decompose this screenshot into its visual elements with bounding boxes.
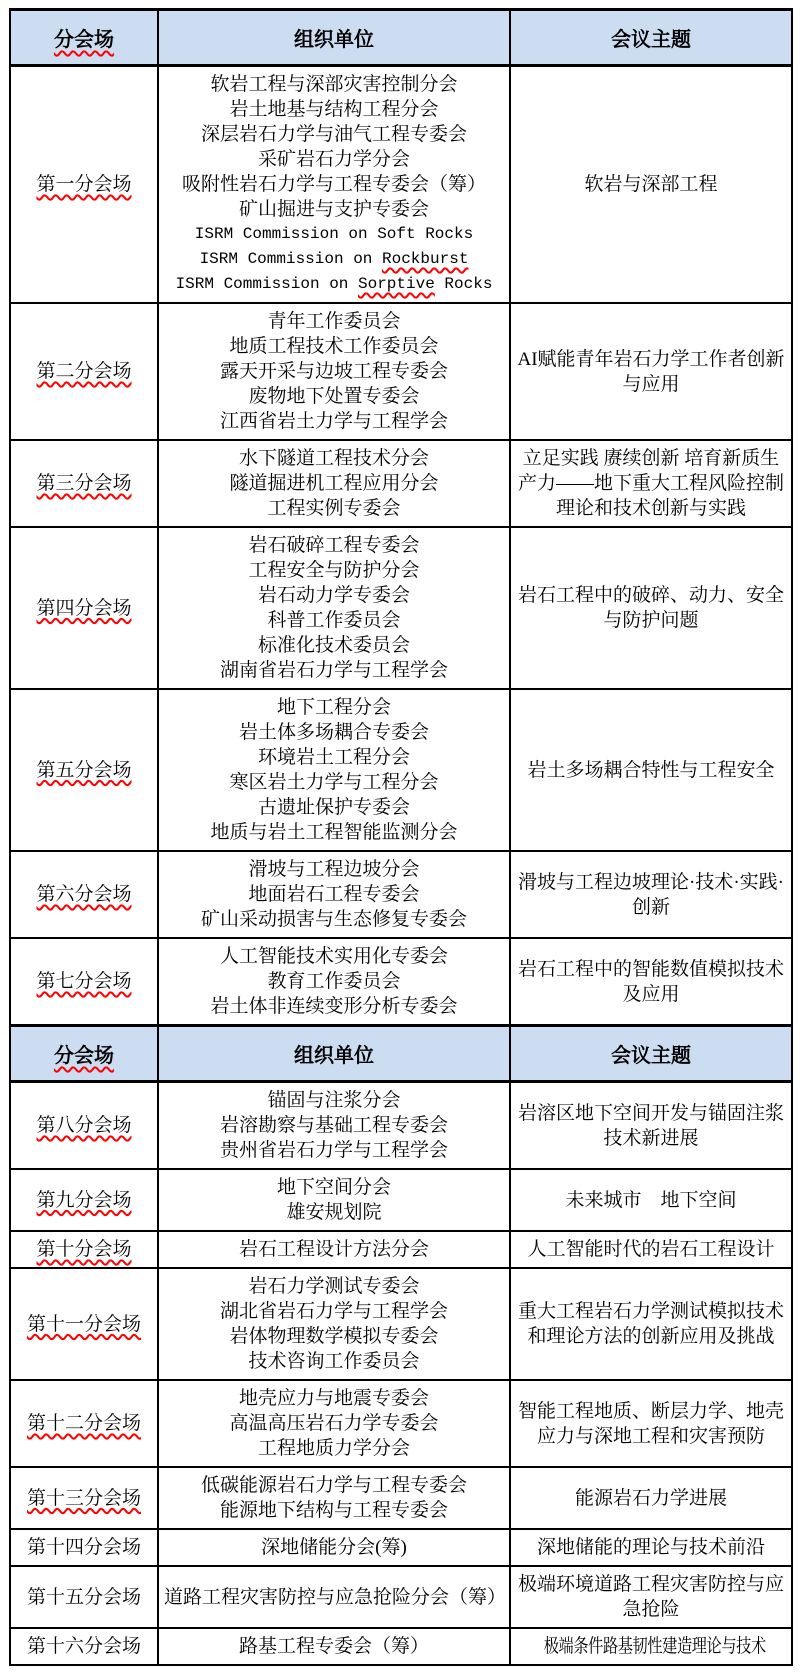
organizer-line: 露天开采与边坡工程专委会 — [219, 361, 448, 382]
session-cell — [10, 66, 158, 304]
sessions-table — [9, 8, 793, 1666]
column-header-label: 会议主题 — [611, 1045, 691, 1067]
organizer-line: 能源地下结构与工程专委会 — [219, 1500, 448, 1521]
organizers-cell — [158, 938, 510, 1026]
table-header-row — [10, 10, 792, 66]
topic-cell — [510, 66, 792, 304]
session-label: 第四分会场 — [36, 597, 132, 619]
organizer-line: 岩土体非连续变形分析专委会 — [210, 996, 458, 1017]
organizer-line: 水下隧道工程技术分会 — [238, 448, 429, 469]
organizer-line: 深层岩石力学与油气工程专委会 — [200, 124, 467, 145]
organizer-line: 矿山掘进与支护专委会 — [238, 199, 429, 220]
session-cell — [10, 1566, 158, 1628]
session-label: 第十一分会场 — [26, 1313, 141, 1335]
organizer-line — [164, 247, 504, 272]
topic-text: 滑坡与工程边坡理论·技术·实践·创新 — [518, 871, 784, 918]
organizer-line: 工程实例专委会 — [267, 498, 401, 519]
organizer-line: 地质与岩土工程智能监测分会 — [210, 822, 458, 843]
session-cell — [10, 1268, 158, 1380]
session-cell — [10, 1529, 158, 1566]
session-row — [10, 440, 792, 527]
organizer-line: 寒区岩土力学与工程分会 — [229, 772, 439, 793]
organizer-line: 地面岩石工程专委会 — [248, 884, 420, 905]
topic-cell — [510, 851, 792, 938]
misspelled-word: Rockburst — [382, 250, 469, 268]
organizer-line: 岩体物理数学模拟专委会 — [229, 1326, 439, 1347]
organizer-line — [164, 272, 504, 297]
organizer-line: 隧道掘进机工程应用分会 — [229, 473, 439, 494]
organizer-line: 深地储能分会(筹) — [261, 1537, 407, 1558]
session-label: 第十四分会场 — [26, 1537, 141, 1558]
organizer-line: 岩石破碎工程专委会 — [248, 535, 420, 556]
session-row — [10, 66, 792, 304]
session-label: 第八分会场 — [36, 1115, 132, 1136]
session-cell — [10, 689, 158, 851]
session-label: 第十五分会场 — [26, 1586, 141, 1608]
topic-cell — [510, 1082, 792, 1170]
topic-text: 重大工程岩石力学测试模拟技术和理论方法的创新应用及挑战 — [517, 1301, 784, 1347]
organizers-cell — [158, 1231, 510, 1268]
session-row — [10, 1268, 792, 1380]
organizers-cell — [158, 1628, 510, 1665]
session-label: 第十分会场 — [36, 1239, 132, 1260]
organizer-text: Rocks — [434, 275, 493, 293]
column-header-label: 分会场 — [54, 1045, 114, 1067]
organizer-line: 古遗址保护专委会 — [257, 797, 410, 818]
column-header-session — [10, 1026, 158, 1082]
column-header-label: 分会场 — [54, 29, 114, 51]
session-cell — [10, 1380, 158, 1467]
session-row — [10, 1628, 792, 1665]
session-row — [10, 1169, 792, 1231]
organizers-cell — [158, 303, 510, 440]
organizer-line: 锚固与注浆分会 — [267, 1090, 401, 1111]
topic-text: 岩土多场耦合特性与工程安全 — [527, 759, 775, 781]
organizer-line: 地质工程技术工作委员会 — [229, 336, 439, 357]
topic-cell — [510, 1628, 792, 1665]
organizers-cell — [158, 1169, 510, 1231]
topic-text: AI赋能青年岩石力学工作者创新与应用 — [517, 348, 785, 395]
session-label: 第十三分会场 — [26, 1487, 141, 1509]
organizer-line: 贵州省岩石力学与工程学会 — [219, 1140, 448, 1161]
session-cell — [10, 440, 158, 527]
organizers-cell — [158, 1467, 510, 1529]
organizer-line: 工程地质力学分会 — [257, 1438, 410, 1459]
column-header-session — [10, 10, 158, 66]
organizer-line: 岩石动力学专委会 — [257, 585, 410, 606]
topic-cell — [510, 440, 792, 527]
organizer-line: 岩土地基与结构工程分会 — [229, 99, 439, 120]
column-header-label: 组织单位 — [294, 1045, 374, 1067]
organizer-line: 青年工作委员会 — [267, 311, 401, 332]
organizer-line: 地壳应力与地震专委会 — [238, 1388, 429, 1409]
session-row — [10, 689, 792, 851]
sessions-table-body — [10, 10, 792, 1666]
table-header-row — [10, 1026, 792, 1082]
organizer-line: 岩石工程设计方法分会 — [238, 1239, 429, 1260]
session-label: 第九分会场 — [36, 1189, 132, 1211]
organizer-line: 湖南省岩石力学与工程学会 — [219, 660, 448, 681]
organizer-line: 人工智能技术实用化专委会 — [219, 946, 448, 967]
topic-cell — [510, 1529, 792, 1566]
organizer-line: 岩溶勘察与基础工程专委会 — [219, 1115, 448, 1136]
session-row — [10, 851, 792, 938]
organizers-cell — [158, 1529, 510, 1566]
session-row — [10, 527, 792, 689]
topic-text: 岩溶区地下空间开发与锚固注浆技术新进展 — [517, 1102, 784, 1149]
organizer-line: 江西省岩土力学与工程学会 — [219, 411, 448, 432]
session-cell — [10, 303, 158, 440]
organizer-line: 科普工作委员会 — [267, 610, 401, 631]
organizer-line: ISRM Commission on Soft Rocks — [194, 225, 474, 243]
organizers-cell — [158, 689, 510, 851]
session-label: 第一分会场 — [36, 174, 132, 195]
column-header-label: 组织单位 — [294, 29, 374, 51]
organizers-cell — [158, 527, 510, 689]
organizer-line: 高温高压岩石力学专委会 — [229, 1413, 439, 1434]
organizer-line: 废物地下处置专委会 — [248, 386, 420, 407]
topic-text: 软岩与深部工程 — [584, 174, 718, 195]
organizer-line: 湖北省岩石力学与工程学会 — [219, 1301, 448, 1322]
topic-cell — [510, 938, 792, 1026]
misspelled-word: Sorptive — [358, 275, 435, 293]
organizers-cell — [158, 440, 510, 527]
organizers-cell — [158, 1566, 510, 1628]
organizer-line: 环境岩土工程分会 — [257, 747, 410, 768]
topic-cell — [510, 1268, 792, 1380]
topic-cell — [510, 1169, 792, 1231]
session-row — [10, 1380, 792, 1467]
topic-text: 岩石工程中的破碎、动力、安全与防护问题 — [517, 585, 784, 631]
session-row — [10, 938, 792, 1026]
topic-cell — [510, 1231, 792, 1268]
organizer-line: 滑坡与工程边坡分会 — [248, 859, 420, 880]
session-cell — [10, 1231, 158, 1268]
session-label: 第七分会场 — [36, 971, 132, 992]
topic-cell — [510, 1467, 792, 1529]
topic-text: 人工智能时代的岩石工程设计 — [527, 1239, 775, 1260]
session-label: 第六分会场 — [36, 884, 132, 905]
column-header-topic — [510, 10, 792, 66]
column-header-organizers — [158, 10, 510, 66]
topic-text: 未来城市 地下空间 — [565, 1189, 737, 1211]
topic-cell — [510, 1566, 792, 1628]
organizers-cell — [158, 1380, 510, 1467]
organizers-cell — [158, 66, 510, 304]
session-row — [10, 1566, 792, 1628]
session-cell — [10, 527, 158, 689]
organizers-cell — [158, 1082, 510, 1170]
organizer-text: ISRM Commission on — [199, 250, 382, 268]
session-cell — [10, 851, 158, 938]
column-header-label: 会议主题 — [611, 29, 691, 51]
organizer-line: 地下空间分会 — [276, 1177, 391, 1198]
topic-text: 立足实践 赓续创新 培育新质生产力——地下重大工程风险控制理论和技术创新与实践 — [517, 448, 784, 519]
topic-text: 深地储能的理论与技术前沿 — [536, 1537, 765, 1558]
session-cell — [10, 1628, 158, 1665]
organizer-line: 采矿岩石力学分会 — [257, 149, 410, 170]
topic-text: 岩石工程中的智能数值模拟技术及应用 — [517, 958, 784, 1005]
organizers-cell — [158, 851, 510, 938]
organizer-line: 软岩工程与深部灾害控制分会 — [210, 74, 458, 95]
organizer-line: 工程安全与防护分会 — [248, 560, 420, 581]
column-header-topic — [510, 1026, 792, 1082]
session-cell — [10, 1082, 158, 1170]
topic-cell — [510, 303, 792, 440]
organizer-line: 低碳能源岩石力学与工程专委会 — [200, 1475, 467, 1496]
organizer-line: 吸附性岩石力学与工程专委会（筹） — [181, 174, 486, 195]
organizer-line: 雄安规划院 — [286, 1202, 382, 1223]
column-header-organizers — [158, 1026, 510, 1082]
session-row — [10, 1231, 792, 1268]
organizer-line: 技术咨询工作委员会 — [248, 1351, 420, 1372]
session-label: 第三分会场 — [36, 473, 132, 494]
topic-cell — [510, 527, 792, 689]
session-row — [10, 1082, 792, 1170]
session-label: 第五分会场 — [36, 759, 132, 781]
session-label: 第十六分会场 — [26, 1636, 141, 1657]
organizer-line: 标准化技术委员会 — [257, 635, 410, 656]
organizer-line: 路基工程专委会（筹） — [238, 1636, 429, 1657]
topic-text: 极端环境道路工程灾害防控与应急抢险 — [517, 1574, 784, 1620]
organizer-line: 地下工程分会 — [276, 697, 391, 718]
session-cell — [10, 938, 158, 1026]
organizers-cell — [158, 1268, 510, 1380]
session-row — [10, 1467, 792, 1529]
session-cell — [10, 1467, 158, 1529]
topic-cell — [510, 1380, 792, 1467]
session-row — [10, 303, 792, 440]
organizer-line: 道路工程灾害防控与应急抢险分会（筹） — [164, 1586, 507, 1608]
organizer-line: 岩石力学测试专委会 — [248, 1276, 420, 1297]
organizer-line: 矿山采动损害与生态修复专委会 — [200, 909, 467, 930]
session-label: 第二分会场 — [36, 361, 132, 382]
session-label: 第十二分会场 — [26, 1413, 141, 1434]
session-row — [10, 1529, 792, 1566]
organizer-text: ISRM Commission on — [175, 275, 358, 293]
topic-text: 能源岩石力学进展 — [574, 1487, 727, 1509]
topic-text: 智能工程地质、断层力学、地壳应力与深地工程和灾害预防 — [517, 1400, 784, 1447]
topic-cell — [510, 689, 792, 851]
organizer-line: 岩土体多场耦合专委会 — [238, 722, 429, 743]
topic-text: 极端条件路基韧性建造理论与技术 — [543, 1636, 766, 1657]
organizer-line: 教育工作委员会 — [267, 971, 401, 992]
session-cell — [10, 1169, 158, 1231]
